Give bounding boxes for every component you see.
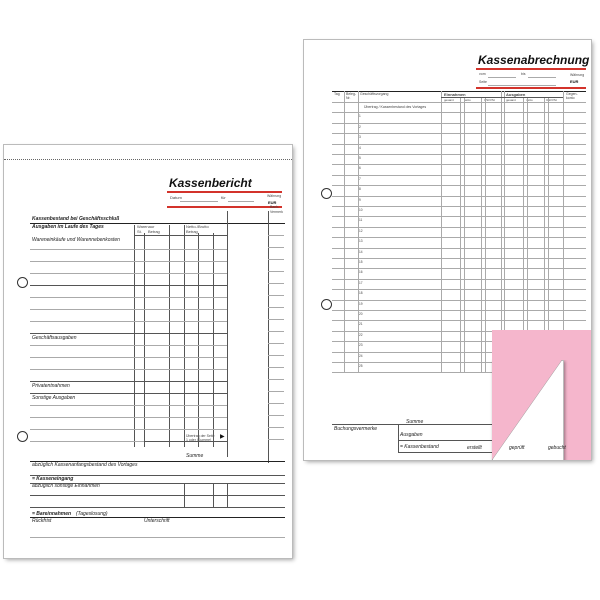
row-number: 23 — [359, 343, 363, 348]
row-line — [30, 321, 227, 322]
row-line — [30, 369, 227, 370]
footer-line — [398, 424, 399, 452]
row-line — [30, 249, 227, 250]
row-line — [30, 417, 227, 418]
row-line — [268, 319, 284, 320]
row-number: 19 — [359, 301, 363, 306]
waehrung-label: Währung — [570, 73, 585, 77]
geprueft-label: geprüft — [509, 445, 525, 451]
sub-gesamt2: gesamt — [506, 98, 516, 102]
punch-hole — [17, 431, 28, 442]
row-sonstige: Sonstige Ausgaben — [32, 395, 76, 401]
row-number: 10 — [359, 208, 363, 212]
fur-line — [228, 201, 254, 202]
form-title: Kassenbericht — [169, 176, 252, 190]
row-privatentnahmen: Privatentnahmen — [32, 383, 70, 389]
accent-bar — [476, 68, 586, 70]
gebucht-label: gebucht — [548, 445, 566, 451]
column-line — [213, 233, 214, 447]
row-number: 25 — [359, 364, 363, 368]
perforation-line — [4, 159, 292, 160]
row-number: 4 — [359, 145, 361, 150]
row-number: 6 — [359, 166, 361, 171]
column-line — [268, 211, 269, 297]
row-line — [268, 331, 284, 332]
row-line — [268, 367, 284, 368]
column-line — [227, 483, 228, 507]
col-beleg: Beleg-Nr. — [346, 92, 357, 100]
row-number: 8 — [359, 187, 361, 192]
row-line — [268, 295, 284, 296]
accent-bar — [476, 87, 586, 89]
column-line — [169, 225, 170, 447]
fur-label: für — [221, 195, 226, 200]
form-title: Kassenabrechnung — [478, 53, 590, 67]
header-rule — [332, 91, 586, 92]
row-number: 20 — [359, 312, 363, 316]
kassenabrechnung-sheet — [304, 40, 591, 460]
column-line — [344, 91, 345, 372]
header-rule — [441, 97, 563, 98]
col-betrag2: Betrag — [186, 229, 198, 234]
sub-ust: USt/VSt — [484, 98, 495, 102]
row-line — [268, 307, 284, 308]
column-line — [134, 225, 135, 447]
column-line — [184, 225, 185, 447]
row-line — [30, 297, 227, 298]
tageslosung-label: (Tageslosung) — [76, 511, 108, 517]
label-bis: bis — [521, 72, 526, 76]
col-betrag: Betrag — [148, 229, 160, 234]
sub-netto: netto — [464, 98, 471, 102]
column-line — [144, 233, 145, 447]
column-line — [184, 483, 185, 507]
row-number: 14 — [359, 249, 363, 254]
sub-gesamt: gesamt — [444, 98, 454, 102]
punch-hole — [17, 277, 28, 288]
column-line — [481, 97, 482, 372]
currency-value: EUR — [268, 200, 277, 205]
buchungsvermerke-label: Buchungsvermerke — [334, 426, 378, 432]
row-number: 12 — [359, 228, 363, 233]
row-number: 16 — [359, 270, 363, 275]
accent-bar — [167, 206, 282, 208]
currency-value: EUR — [570, 79, 579, 84]
column-line — [227, 447, 228, 457]
kasseneingang-label: = Kasseneingang — [32, 476, 74, 482]
row-line — [268, 259, 284, 260]
punch-hole — [321, 188, 332, 199]
uebertrag-note: Übertrag der Seite 1 oder (Summe) — [186, 434, 215, 443]
row-line — [268, 379, 284, 380]
col-ausgaben: Ausgaben — [506, 92, 526, 97]
row-number: 5 — [359, 156, 361, 160]
accent-bar — [167, 191, 282, 193]
unterschrift-label: Unterschrift — [144, 518, 170, 524]
footer-rule — [398, 440, 492, 441]
col-st: St. — [137, 229, 142, 234]
row-line — [268, 343, 284, 344]
datum-label: Datum — [170, 195, 182, 200]
rule — [30, 537, 285, 538]
section-ausgaben: Ausgaben im Laufe des Tages — [32, 224, 104, 230]
section-rule — [30, 393, 227, 394]
row-number: 24 — [359, 353, 363, 358]
col-bank: Bank- — [270, 205, 280, 209]
column-line — [213, 483, 214, 507]
col-tag: Tag — [334, 92, 340, 96]
row-line — [268, 439, 284, 440]
row-line — [268, 415, 284, 416]
row-line — [30, 345, 227, 346]
row-number: 18 — [359, 291, 363, 296]
label-vom: vom — [479, 72, 486, 76]
sub-netto2: netto — [526, 98, 533, 102]
section-rule — [30, 381, 227, 382]
row-number: 2 — [359, 124, 361, 129]
row-line — [30, 405, 227, 406]
row-line — [268, 235, 284, 236]
label-seite: Seite — [479, 80, 487, 84]
row-line — [268, 355, 284, 356]
rule — [144, 441, 228, 442]
first-row-label: Übertrag / Kassenbestand des Vortages — [364, 105, 427, 109]
line — [528, 77, 556, 78]
row-number: 22 — [359, 332, 363, 337]
rule — [30, 517, 285, 518]
column-line — [464, 97, 465, 372]
row-line — [268, 391, 284, 392]
kassenbestand-label: = Kassenbestand — [400, 444, 439, 450]
row-geschaeftsausgaben: Geschäftsausgaben — [32, 335, 77, 341]
row-line — [268, 403, 284, 404]
summe-label: Summe — [186, 453, 204, 459]
column-line — [460, 97, 461, 372]
col-vermerk: Vermerk — [270, 210, 284, 214]
column-line — [441, 91, 442, 372]
section-rule — [30, 285, 227, 286]
summe-label: Summe — [406, 419, 424, 425]
rule — [30, 495, 285, 496]
row-line — [30, 429, 227, 430]
abzueglich-kassenanfang: abzüglich Kassenanfangsbestand des Vortages — [32, 462, 138, 468]
abzueglich-sonstige: abzüglich sonstige Einnahmen — [32, 483, 100, 489]
col-warenaur: Warenaur — [137, 224, 155, 229]
row-number: 1 — [359, 114, 361, 119]
line — [488, 85, 556, 86]
row-number: 9 — [359, 197, 361, 202]
row-line — [268, 427, 284, 428]
row-line — [30, 273, 227, 274]
column-line — [198, 233, 199, 447]
rule — [30, 483, 285, 484]
rule — [30, 507, 285, 508]
kassenbericht-sheet — [4, 145, 292, 558]
erstellt-label: erstellt — [467, 445, 482, 451]
row-number: 7 — [359, 176, 361, 181]
row-wareneinkaeufe: Wareneinkäufe und Warennebenkosten — [32, 237, 120, 243]
section-rule — [30, 333, 227, 334]
rueckfrist-label: Rückfrist — [32, 518, 52, 524]
row-line — [268, 283, 284, 284]
col-einnahmen: Einnahmen — [444, 92, 466, 97]
waehrung-label: Währung — [267, 194, 282, 198]
datum-line — [180, 201, 218, 202]
pink-fold-triangle — [492, 330, 591, 460]
row-number: 11 — [359, 218, 363, 223]
line — [488, 77, 516, 78]
row-line — [268, 271, 284, 272]
row-number: 13 — [359, 239, 363, 244]
punch-hole — [321, 299, 332, 310]
sub-ust2: USt/VSt — [546, 98, 557, 102]
row-number: 17 — [359, 280, 363, 285]
row-number: 3 — [359, 135, 361, 140]
ausgaben-label: Ausgaben — [400, 432, 423, 438]
col-netto: Netto-/Brutto — [186, 224, 209, 229]
col-konto: Gegen-konto — [566, 92, 578, 100]
rule — [30, 461, 285, 462]
row-line — [30, 357, 227, 358]
col-geschaeft: Geschäftsvorgang — [360, 92, 389, 96]
column-line — [227, 211, 228, 447]
row-line — [30, 261, 227, 262]
rule — [30, 475, 285, 476]
row-line — [30, 309, 227, 310]
arrow-icon: ▶ — [220, 434, 225, 440]
row-number: 21 — [359, 322, 363, 327]
row-line — [268, 247, 284, 248]
bareinnahmen-label: = Bareinnahmen — [32, 511, 72, 517]
section-kassenbestand: Kassenbestand bei Geschäftsschluß — [32, 216, 120, 222]
column-line — [485, 97, 486, 372]
row-number: 15 — [359, 260, 363, 264]
